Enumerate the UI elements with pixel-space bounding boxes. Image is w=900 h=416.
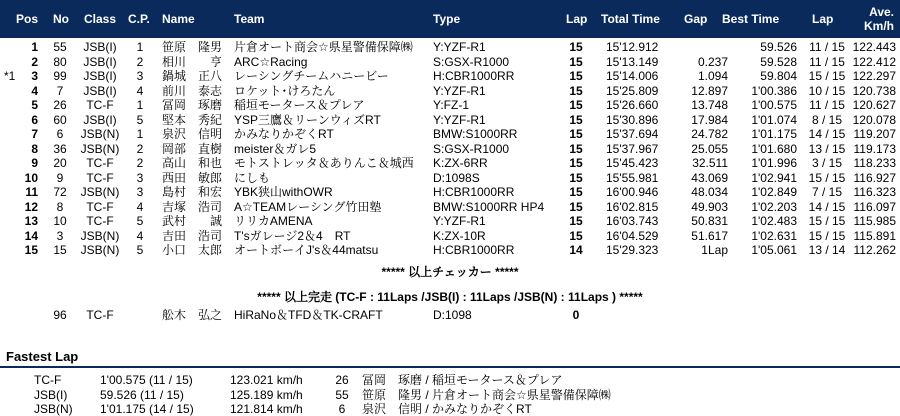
row-team: オートボーイJ's＆44matsu	[234, 243, 379, 257]
row-type: H:CBR1000RR	[433, 243, 515, 257]
row-pos: 13	[24, 214, 38, 228]
row-ave: 122.443	[852, 40, 896, 54]
row-cp: 5	[136, 214, 144, 228]
row-team: ARC☆Racing	[234, 54, 308, 69]
row-lap: 15	[569, 170, 583, 185]
row-name: 吉田 浩司	[162, 228, 223, 243]
row-name: 泉沢 信明	[162, 127, 223, 141]
row-cp: 1	[136, 127, 144, 141]
row-best-time: 1'02.631	[751, 228, 797, 243]
dnf-no: 96	[53, 308, 67, 322]
row-team: にしも	[234, 170, 271, 185]
row-type: Y:YZF-R1	[433, 83, 486, 98]
row-cp: 2	[136, 54, 144, 69]
row-total-time: 15'13.149	[606, 54, 659, 69]
row-name: 武村 誠	[162, 214, 223, 228]
row-total-time: 15'30.896	[606, 112, 659, 127]
row-no: 55	[53, 40, 67, 54]
row-gap: 32.511	[692, 156, 728, 170]
row-gap: 13.748	[691, 98, 728, 112]
row-total-time: 16'03.743	[606, 214, 659, 228]
row-ave: 122.297	[852, 69, 896, 83]
row-name: 相川 亨	[162, 54, 223, 69]
row-gap: 1.094	[697, 69, 728, 83]
fl-class: JSB(N)	[34, 402, 73, 416]
row-best-time: 1'00.386	[751, 83, 797, 98]
row-type: H:CBR1000RR	[433, 185, 515, 199]
row-cp: 1	[136, 98, 144, 112]
row-pos: 4	[31, 83, 38, 98]
header-name: Name	[162, 12, 195, 26]
row-no: 10	[53, 214, 67, 228]
row-cp: 3	[136, 185, 144, 199]
dnf-type: D:1098	[433, 308, 472, 322]
row-cp: 4	[136, 228, 144, 243]
row-ave: 115.891	[853, 228, 896, 243]
row-ave: 120.078	[852, 112, 896, 127]
row-best-lap: 13 / 14	[808, 243, 846, 257]
row-cp: 5	[136, 243, 144, 257]
row-total-time: 15'29.323	[606, 243, 659, 257]
row-best-time: 1'02.941	[751, 170, 797, 185]
row-total-time: 15'12.912	[606, 40, 659, 54]
row-no: 36	[53, 141, 67, 156]
row-gap: 12.897	[691, 83, 728, 98]
row-mark: *1	[4, 69, 16, 83]
table-row	[0, 185, 900, 199]
row-name: 島村 和宏	[162, 185, 223, 199]
row-best-lap: 11 / 15	[809, 54, 845, 69]
header-lap: Lap	[566, 12, 588, 26]
dnf-lap: 0	[572, 308, 580, 322]
row-team: かみなりかぞくRT	[234, 127, 334, 141]
row-pos: 14	[24, 228, 38, 243]
row-total-time: 15'26.660	[606, 98, 659, 112]
row-no: 99	[53, 69, 67, 83]
finish-note: ***** 以上完走 (TC-F : 11Laps /JSB(I) : 11Laps /JSB(N) : 11Laps ) *****	[257, 290, 643, 304]
row-gap: 0.237	[697, 54, 728, 69]
row-team: モトストレッタ＆ありんこ＆城西	[234, 156, 414, 170]
row-best-time: 1'02.849	[751, 185, 797, 199]
row-best-lap: 15 / 15	[808, 170, 846, 185]
row-best-lap: 14 / 15	[808, 127, 846, 141]
row-no: 15	[53, 243, 67, 257]
row-best-time: 1'00.575	[751, 98, 797, 112]
row-type: S:GSX-R1000	[433, 54, 510, 69]
row-pos: 9	[31, 156, 38, 170]
table-row	[0, 229, 900, 243]
fastest-lap-row	[0, 402, 900, 416]
row-best-lap: 11 / 15	[809, 98, 845, 112]
row-class: TC-F	[86, 214, 114, 228]
row-best-time: 59.526	[760, 40, 797, 54]
header-ave-line1: Ave.	[869, 5, 894, 19]
row-name: 笹原 隆男	[162, 40, 223, 54]
row-gap: 1Lap	[701, 243, 728, 257]
row-cp: 3	[136, 69, 144, 83]
row-type: BMW:S1000RR	[433, 127, 518, 141]
row-gap: 49.903	[691, 199, 728, 214]
fl-speed: 123.021 km/h	[230, 373, 303, 387]
row-team: meister＆ガレ5	[234, 141, 317, 156]
row-best-lap: 8 / 15	[811, 112, 843, 127]
row-name: 高山 和也	[162, 156, 223, 170]
row-name: 鍋城 正八	[162, 69, 223, 83]
row-no: 7	[56, 83, 64, 98]
row-ave: 120.738	[852, 83, 896, 98]
row-team: YSP三鷹＆リーンウィズRT	[234, 112, 381, 127]
row-lap: 15	[569, 214, 583, 228]
row-best-time: 1'02.483	[751, 214, 797, 228]
row-name: 西田 敏郎	[162, 170, 223, 185]
row-pos: 3	[31, 69, 38, 83]
fastest-lap-row	[0, 388, 900, 402]
row-lap: 15	[569, 141, 583, 156]
row-best-time: 1'01.680	[751, 141, 797, 156]
header-total-time: Total Time	[601, 12, 660, 26]
row-lap: 15	[569, 112, 583, 127]
row-best-time: 59.804	[760, 69, 797, 83]
row-best-lap: 11 / 15	[809, 40, 845, 54]
dnf-name: 舩木 弘之	[162, 308, 223, 322]
row-ave: 112.262	[853, 243, 896, 257]
header-no: No	[53, 12, 69, 26]
fl-time: 1'01.175 (14 / 15)	[100, 402, 194, 416]
row-pos: 5	[31, 98, 38, 112]
header-ave	[852, 5, 894, 33]
row-total-time: 15'45.423	[606, 156, 659, 170]
row-cp: 4	[136, 199, 144, 214]
row-gap: 43.069	[691, 170, 728, 185]
row-best-lap: 10 / 15	[808, 83, 846, 98]
row-ave: 116.323	[853, 185, 896, 199]
row-no: 80	[53, 54, 67, 69]
row-lap: 15	[569, 40, 583, 54]
row-class: JSB(I)	[83, 40, 117, 54]
row-cp: 2	[136, 141, 144, 156]
row-no: 60	[53, 112, 67, 127]
row-best-time: 1'01.175	[751, 127, 797, 141]
row-ave: 120.627	[852, 98, 896, 112]
header-best-time: Best Time	[722, 12, 780, 26]
row-best-lap: 3 / 15	[811, 156, 843, 170]
row-name: 堅本 秀紀	[162, 112, 223, 127]
header-team: Team	[234, 12, 265, 26]
header-pos: Pos	[16, 12, 39, 26]
row-ave: 116.097	[853, 199, 896, 214]
row-class: TC-F	[86, 156, 114, 170]
row-team: YBK狭山withOWR	[234, 185, 333, 199]
row-gap: 24.782	[691, 127, 728, 141]
row-type: S:GSX-R1000	[433, 141, 510, 156]
row-type: D:1098S	[433, 170, 480, 185]
row-class: JSB(I)	[83, 83, 117, 98]
fl-rider: 冨岡 琢磨 / 稲垣モータース＆プレア	[362, 373, 563, 387]
row-class: JSB(N)	[80, 185, 120, 199]
row-pos: 1	[31, 40, 38, 54]
fl-speed: 125.189 km/h	[230, 387, 303, 402]
row-type: K:ZX-10R	[433, 228, 486, 243]
row-best-time: 1'05.061	[751, 243, 797, 257]
row-gap: 48.034	[691, 185, 728, 199]
row-best-time: 1'01.996	[751, 156, 797, 170]
row-name: 前川 泰志	[162, 83, 223, 98]
row-pos: 2	[31, 54, 38, 69]
row-team: リリカAMENA	[234, 214, 313, 228]
row-class: TC-F	[86, 199, 114, 214]
row-no: 6	[56, 127, 64, 141]
row-team: ロケット･けろたん	[234, 83, 336, 98]
table-header	[0, 0, 900, 38]
row-best-lap: 14 / 15	[808, 199, 846, 214]
row-ave: 122.412	[852, 54, 896, 69]
row-ave: 119.173	[853, 141, 896, 156]
row-total-time: 15'37.694	[606, 127, 659, 141]
fl-time: 59.526 (11 / 15)	[100, 387, 184, 402]
row-no: 26	[53, 98, 67, 112]
table-row	[0, 214, 900, 228]
row-gap: 51.617	[691, 228, 728, 243]
header-ave-line2: Km/h	[864, 19, 894, 33]
row-cp: 2	[136, 156, 144, 170]
row-pos: 12	[24, 199, 38, 214]
row-class: TC-F	[86, 170, 114, 185]
row-team: 片倉オート商会☆県星警備保障㈱	[234, 40, 413, 54]
row-ave: 115.985	[853, 214, 896, 228]
row-class: JSB(I)	[83, 69, 117, 83]
row-best-lap: 15 / 15	[808, 69, 846, 83]
row-class: JSB(I)	[83, 54, 117, 69]
fl-class: JSB(I)	[34, 387, 68, 402]
row-no: 72	[53, 185, 67, 199]
fastest-lap-title: Fastest Lap	[6, 349, 79, 364]
row-team: A☆TEAMレーシング竹田塾	[234, 199, 382, 214]
row-team: 稲垣モータース＆プレア	[234, 98, 365, 112]
row-type: BMW:S1000RR HP4	[433, 199, 545, 214]
row-type: Y:YZF-R1	[433, 112, 486, 127]
row-total-time: 16'02.815	[606, 199, 659, 214]
row-name: 岡部 直樹	[162, 141, 223, 156]
row-type: Y:FZ-1	[433, 98, 470, 112]
row-cp: 1	[136, 40, 144, 54]
row-total-time: 15'37.967	[606, 141, 659, 156]
row-no: 8	[56, 199, 64, 214]
table-row	[0, 98, 900, 112]
fl-no: 6	[338, 402, 346, 416]
row-total-time: 15'14.006	[606, 69, 659, 83]
row-name: 吉塚 浩司	[162, 199, 223, 214]
row-ave: 116.927	[853, 170, 896, 185]
table-row	[0, 40, 900, 54]
header-gap: Gap	[684, 12, 708, 26]
row-lap: 15	[569, 199, 583, 214]
fl-time: 1'00.575 (11 / 15)	[100, 373, 193, 387]
dnf-row	[0, 308, 900, 322]
dnf-class: TC-F	[86, 308, 114, 322]
fl-rider: 泉沢 信明 / かみなりかぞくRT	[362, 402, 532, 416]
row-lap: 15	[569, 156, 583, 170]
row-cp: 4	[136, 83, 144, 98]
row-best-lap: 7 / 15	[811, 185, 843, 199]
row-best-lap: 15 / 15	[808, 228, 846, 243]
table-row	[0, 156, 900, 170]
row-pos: 8	[31, 141, 38, 156]
table-row	[0, 127, 900, 141]
row-lap: 15	[569, 185, 583, 199]
fl-class: TC-F	[34, 373, 62, 387]
row-lap: 15	[569, 54, 583, 69]
fl-speed: 121.814 km/h	[230, 402, 303, 416]
row-type: Y:YZF-R1	[433, 40, 486, 54]
row-class: JSB(N)	[80, 228, 120, 243]
row-no: 3	[56, 228, 64, 243]
dnf-team: HiRaNo＆TFD＆TK-CRAFT	[234, 308, 383, 322]
row-class: TC-F	[86, 98, 114, 112]
row-lap: 15	[569, 83, 583, 98]
fl-rider: 笹原 隆男 / 片倉オート商会☆県星警備保障㈱	[362, 387, 611, 402]
row-type: Y:YZF-R1	[433, 214, 486, 228]
row-total-time: 15'55.981	[606, 170, 659, 185]
checker-note: ***** 以上チェッカー *****	[381, 265, 519, 279]
table-row	[0, 171, 900, 185]
header-cp: C.P.	[128, 12, 150, 26]
header-class: Class	[84, 12, 117, 26]
row-lap: 15	[569, 127, 583, 141]
row-pos: 7	[31, 127, 38, 141]
row-type: K:ZX-6RR	[433, 156, 488, 170]
row-pos: 15	[24, 243, 38, 257]
row-ave: 119.207	[853, 127, 896, 141]
row-team: レーシングチームハニービー	[234, 69, 389, 83]
row-pos: 11	[25, 185, 38, 199]
row-class: JSB(N)	[80, 141, 120, 156]
table-row	[0, 200, 900, 214]
row-no: 9	[56, 170, 64, 185]
row-gap: 50.831	[691, 214, 728, 228]
row-total-time: 16'00.946	[606, 185, 659, 199]
row-no: 20	[53, 156, 67, 170]
table-row	[0, 113, 900, 127]
row-name: 冨岡 琢磨	[162, 98, 223, 112]
row-gap: 25.055	[691, 141, 728, 156]
row-cp: 3	[136, 170, 144, 185]
row-type: H:CBR1000RR	[433, 69, 515, 83]
fastest-lap-row	[0, 373, 900, 387]
row-best-lap: 15 / 15	[808, 214, 846, 228]
header-best-lap: Lap	[812, 12, 834, 26]
table-row	[0, 243, 900, 257]
row-ave: 118.233	[853, 156, 896, 170]
row-total-time: 16'04.529	[606, 228, 659, 243]
row-team: T'sガレージ2＆4 RT	[234, 228, 351, 243]
row-lap: 15	[569, 69, 583, 83]
fl-no: 55	[335, 387, 349, 402]
row-pos: 10	[24, 170, 38, 185]
row-best-time: 59.528	[760, 54, 797, 69]
row-gap: 17.984	[691, 112, 728, 127]
row-class: JSB(N)	[80, 127, 120, 141]
row-pos: 6	[31, 112, 38, 127]
row-total-time: 15'25.809	[606, 83, 659, 98]
table-row	[0, 55, 900, 69]
row-best-time: 1'02.203	[751, 199, 797, 214]
table-row	[0, 142, 900, 156]
fastest-lap-title-bar	[0, 346, 900, 368]
table-row	[0, 84, 900, 98]
row-name: 小口 太郎	[162, 243, 223, 257]
row-class: JSB(N)	[80, 243, 120, 257]
row-best-lap: 13 / 15	[808, 141, 846, 156]
fl-no: 26	[335, 373, 349, 387]
row-lap: 15	[569, 228, 583, 243]
row-cp: 5	[136, 112, 144, 127]
row-lap: 15	[569, 98, 583, 112]
row-class: JSB(I)	[83, 112, 117, 127]
table-row	[0, 69, 900, 83]
row-lap: 14	[569, 243, 583, 257]
row-best-time: 1'01.074	[751, 112, 797, 127]
header-type: Type	[433, 12, 461, 26]
